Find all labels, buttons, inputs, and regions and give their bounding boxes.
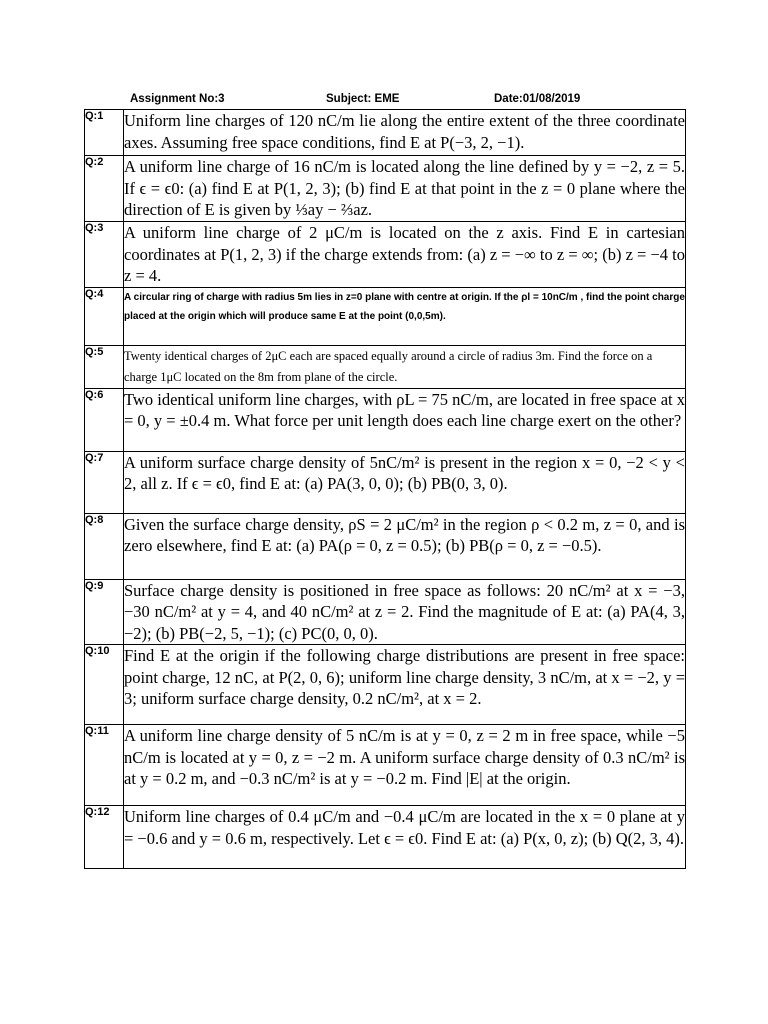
question-row-5 xyxy=(85,345,686,388)
question-row-2 xyxy=(85,156,686,222)
assignment-number: Assignment No:3 xyxy=(130,93,225,105)
question-text: Two identical uniform line charges, with ρL = 75 nC/m, are located in free space at x = 0, y = ±0.4 m. What force per unit length does each line charge exert on the other? xyxy=(124,388,686,451)
date-label: Date:01/08/2019 xyxy=(494,93,581,105)
question-number: Q:11 xyxy=(85,725,124,806)
question-text: Twenty identical charges of 2μC each are spaced equally around a circle of radius 3m. Find the force on a charge 1μC located on the 8m from plane of the circle. xyxy=(124,345,686,388)
question-number: Q:2 xyxy=(85,156,124,222)
question-text: Surface charge density is positioned in free space as follows: 20 nC/m² at x = −3, −30 nC/m² at y = 4, and 40 nC/m² at z = 2. Find the magnitude of E at: (a) PA(4, 3, −2); (b) PB(−2, 5, −1); (c) PC(0, 0, 0). xyxy=(124,580,685,643)
question-row-4 xyxy=(85,287,686,345)
subject-label: Subject: EME xyxy=(326,93,400,105)
question-number: Q:6 xyxy=(85,388,124,451)
question-number: Q:5 xyxy=(85,345,124,388)
question-number: Q:10 xyxy=(85,645,124,725)
question-number: Q:8 xyxy=(85,513,124,579)
question-row-12 xyxy=(85,806,686,869)
question-text: Given the surface charge density, ρS = 2 μC/m² in the region ρ < 0.2 m, z = 0, and is zero elsewhere, find E at: (a) PA(ρ = 0, z = 0.5); (b) PB(ρ = 0, z = −0.5). xyxy=(124,513,686,579)
assignment-header xyxy=(130,93,650,109)
question-number: Q:3 xyxy=(85,222,124,288)
question-row-1 xyxy=(85,110,686,156)
question-number: Q:7 xyxy=(85,451,124,513)
question-number: Q:1 xyxy=(85,110,124,156)
question-row-9 xyxy=(85,579,686,645)
questions-table xyxy=(84,109,686,869)
question-row-6 xyxy=(85,388,686,451)
question-number: Q:12 xyxy=(85,806,124,869)
question-text: Uniform line charges of 0.4 μC/m and −0.4 μC/m are located in the x = 0 plane at y = −0.6 and y = 0.6 m, respectively. Let ϵ = ϵ0. Find E at: (a) P(x, 0, z); (b) Q(2, 3, 4). xyxy=(124,806,686,869)
question-row-11 xyxy=(85,725,686,806)
question-row-10 xyxy=(85,645,686,725)
question-text: A circular ring of charge with radius 5m lies in z=0 plane with centre at origin. If the ρl = 10nC/m , find the point charge placed at the origin which will produce same E at the point (0,0,5m). xyxy=(124,287,686,345)
question-number: Q:4 xyxy=(85,287,124,345)
question-row-7 xyxy=(85,451,686,513)
question-text: A uniform surface charge density of 5nC/m² is present in the region x = 0, −2 < y < 2, all z. If ϵ = ϵ0, find E at: (a) PA(3, 0, 0); (b) PB(0, 3, 0). xyxy=(124,451,686,513)
question-text: Find E at the origin if the following charge distributions are present in free space: point charge, 12 nC, at P(2, 0, 6); uniform line charge density, 3 nC/m, at x = −2, y = 3; uniform surface charge density, 0.2 nC/m², at x = 2. xyxy=(124,645,686,725)
question-text: A uniform line charge density of 5 nC/m is at y = 0, z = 2 m in free space, while −5 nC/m is located at y = 0, z = −2 m. A uniform surface charge density of 0.3 nC/m² is at y = 0.2 m, and −0.3 nC/m² is at y = −0.2 m. Find |E| at the origin. xyxy=(124,725,686,806)
question-number: Q:9 xyxy=(85,579,124,645)
question-row-8 xyxy=(85,513,686,579)
question-text: A uniform line charge of 2 μC/m is located on the z axis. Find E in cartesian coordinates at P(1, 2, 3) if the charge extends from: (a) z = −∞ to z = ∞; (b) z = −4 to z = 4. xyxy=(124,223,685,285)
question-text: A uniform line charge of 16 nC/m is located along the line defined by y = −2, z = 5. If ϵ = ϵ0: (a) find E at P(1, 2, 3); (b) find E at that point in the z = 0 plane where the direction of E is given by ⅓ay − ⅔az. xyxy=(124,156,686,222)
question-text: Uniform line charges of 120 nC/m lie along the entire extent of the three coordinate axes. Assuming free space conditions, find E at P(−3, 2, −1). xyxy=(124,110,686,156)
question-row-3 xyxy=(85,222,686,288)
